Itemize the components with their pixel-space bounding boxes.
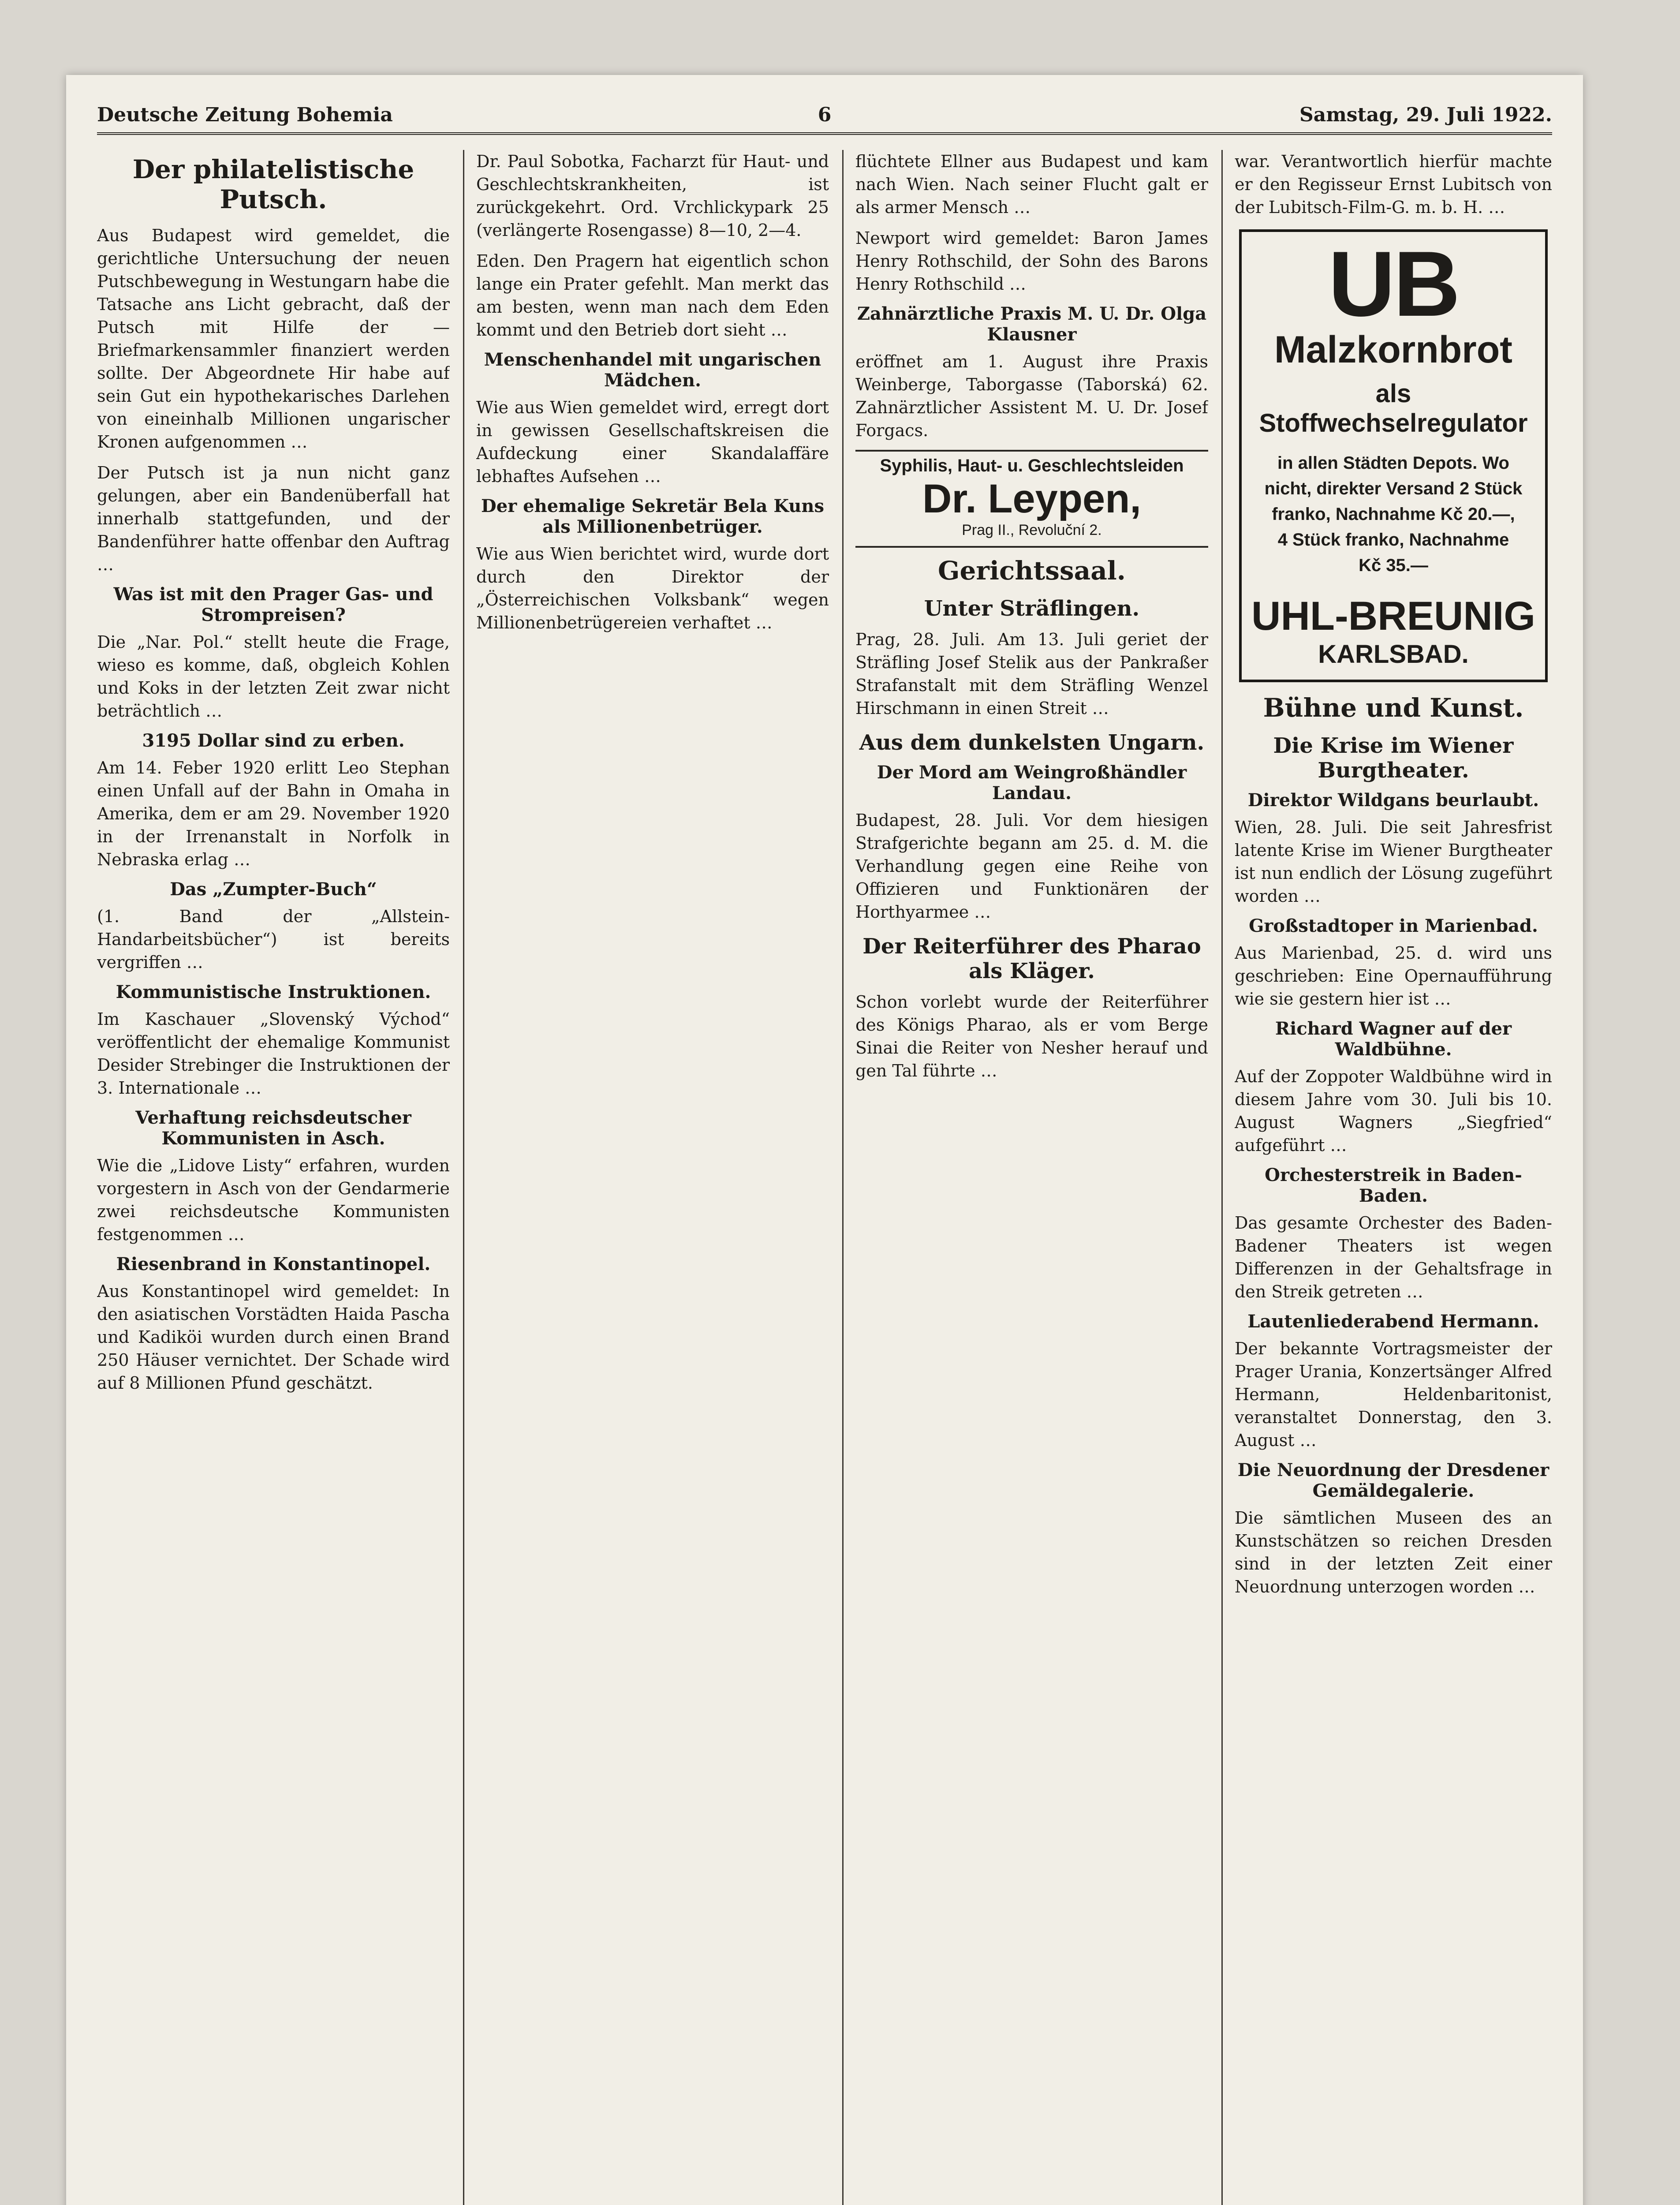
column-3	[855, 150, 1208, 2205]
article-text: Am 14. Feber 1920 erlitt Leo Stephan einen Unfall auf der Bahn in Omaha in Amerika, dem er am 29. November 1920 in der Irrenanstalt in Norfolk in Nebraska erlag …	[97, 758, 450, 869]
subheadline: Der ehemalige Sekretär Bela Kuns als Millionenbetrüger.	[481, 496, 824, 537]
article-text: Wie aus Wien berichtet wird, wurde dort durch den Direktor der „Österreichischen Volksbank“ wegen Millionenbetrügereien verhaftet …	[476, 544, 829, 632]
article-text: flüchtete Ellner aus Budapest und kam nach Wien. Nach seiner Flucht galt er als armer Mensch …	[855, 152, 1208, 217]
article-text: Das gesamte Orchester des Baden-Badener Theaters ist wegen Differenzen in der Gehaltsfrage in den Streik getreten …	[1235, 1213, 1552, 1301]
ad-firm: UHL-BREUNIG	[1251, 594, 1535, 639]
ad-topline: Syphilis, Haut- u. Geschlechtsleiden	[880, 456, 1184, 475]
subheadline: Das „Zumpter-Buch“	[170, 879, 377, 900]
article-headline: Der Reiterführer des Pharao als Kläger.	[862, 934, 1201, 983]
article-text: Im Kaschauer „Slovenský Východ“ veröffentlicht der ehemalige Kommunist Desider Strebinger die Instruktionen der 3. Internationale …	[97, 1009, 450, 1098]
column-divider	[463, 150, 464, 2205]
section-title-buehne: Bühne und Kunst.	[1263, 693, 1524, 723]
article-subheadline: Der Mord am Weingroßhändler Landau.	[877, 762, 1187, 804]
article-text: Prag, 28. Juli. Am 13. Juli geriet der Sträfling Josef Stelik aus der Pankraßer Strafanstalt mit dem Sträfling Wenzel Hirschmann in einen Streit …	[855, 630, 1208, 718]
notice-heading: Zahnärztliche Praxis M. U. Dr. Olga Klausner	[857, 303, 1207, 345]
subheadline: Lautenliederabend Hermann.	[1247, 1311, 1539, 1332]
column-divider	[842, 150, 844, 2205]
ad-subtitle: als Stoffwechselregulator	[1259, 379, 1528, 437]
article-text: Die „Nar. Pol.“ stellt heute die Frage, wieso es komme, daß, obgleich Kohlen und Koks in der letzten Zeit zwar nicht beträchtlich …	[97, 632, 450, 721]
page-header	[97, 93, 1552, 135]
subheadline: Verhaftung reichsdeutscher Kommunisten in Asch.	[135, 1107, 411, 1149]
paper-title: Deutsche Zeitung Bohemia	[97, 104, 393, 126]
article-subheadline: Direktor Wildgans beurlaubt.	[1247, 790, 1539, 811]
article-text: Aus Marienbad, 25. d. wird uns geschrieben: Eine Opernaufführung wie sie gestern hier ist …	[1235, 943, 1552, 1009]
ad-line: Kč 35.—	[1359, 556, 1428, 575]
advertisement-malzkornbrot	[1239, 229, 1548, 682]
article-text: Die sämtlichen Museen des an Kunstschätzen so reichen Dresden sind in der letzten Zeit einer Neuordnung unterzogen worden …	[1235, 1508, 1552, 1596]
article-headline: Aus dem dunkelsten Ungarn.	[859, 730, 1205, 755]
subheadline: Großstadtoper in Marienbad.	[1249, 916, 1538, 936]
ad-line: nicht, direkter Versand 2 Stück	[1264, 479, 1523, 498]
section-title-gerichtssaal: Gerichtssaal.	[938, 556, 1126, 586]
column-divider	[1221, 150, 1223, 2205]
ad-brand: Malzkornbrot	[1274, 329, 1512, 371]
article-text: war. Verantwortlich hierfür machte er den Regisseur Ernst Lubitsch von der Lubitsch-Film-G. m. b. H. …	[1235, 152, 1552, 217]
ad-city: KARLSBAD.	[1318, 640, 1469, 669]
subheadline: Menschenhandel mit ungarischen Mädchen.	[484, 349, 821, 391]
ad-name: Dr. Leypen,	[922, 476, 1141, 521]
article-text: Eden. Den Pragern hat eigentlich schon lange ein Prater gefehlt. Man merkt das am besten, wenn man nach dem Eden kommt und den Betrieb dort sieht …	[476, 251, 829, 340]
subheadline: Kommunistische Instruktionen.	[116, 982, 431, 1002]
newspaper-page	[66, 75, 1583, 2205]
ad-line: in allen Städten Depots. Wo	[1277, 453, 1509, 473]
article-text: Der Putsch ist ja nun nicht ganz gelungen, aber ein Bandenüberfall hat innerhalb stattgefunden, und der Bandenführer hatte offenbar den Auftrag …	[97, 463, 450, 574]
advertisement-leypen	[855, 450, 1208, 548]
subheadline: Was ist mit den Prager Gas- und Strompreisen?	[113, 584, 433, 625]
subheadline: Orchesterstreik in Baden-Baden.	[1265, 1165, 1522, 1206]
article-text: Newport wird gemeldet: Baron James Henry Rothschild, der Sohn des Barons Henry Rothschild …	[855, 228, 1208, 294]
issue-date: Samstag, 29. Juli 1922.	[1299, 104, 1552, 126]
article-text: (1. Band der „Allstein-Handarbeitsbücher“) ist bereits vergriffen …	[97, 907, 450, 972]
subheadline: Richard Wagner auf der Waldbühne.	[1275, 1018, 1512, 1060]
subheadline: Riesenbrand in Konstantinopel.	[116, 1254, 431, 1274]
article-text: Der bekannte Vortragsmeister der Prager Urania, Konzertsänger Alfred Hermann, Heldenbaritonist, veranstaltet Donnerstag, den 3. August …	[1235, 1339, 1552, 1450]
ad-line: 4 Stück franko, Nachnahme	[1277, 530, 1509, 549]
subheadline: Die Neuordnung der Dresdener Gemäldegalerie.	[1237, 1460, 1549, 1501]
article-text: Wien, 28. Juli. Die seit Jahresfrist latente Krise im Wiener Burgtheater ist nun endlich der Lösung zugeführt worden …	[1235, 818, 1552, 906]
article-text: Budapest, 28. Juli. Vor dem hiesigen Strafgerichte begann am 25. d. M. die Verhandlung gegen eine Reihe von Offizieren und Funktionären der Horthyarmee …	[855, 811, 1208, 922]
article-headline: Unter Sträflingen.	[924, 596, 1140, 621]
article-text: Auf der Zoppoter Waldbühne wird in diesem Jahre vom 30. Juli bis 10. August Wagners „Siegfried“ aufgeführt …	[1235, 1067, 1552, 1155]
notice-text: Dr. Paul Sobotka, Facharzt für Haut- und Geschlechtskrankheiten, ist zurückgekehrt. Ord. Vrchlickypark 25 (verlängerte Rosengasse) 8—10, 2—4.	[476, 152, 829, 240]
page-number: 6	[818, 104, 832, 126]
ad-address: Prag II., Revoluční 2.	[962, 522, 1102, 538]
ad-logo: UB	[1328, 232, 1459, 336]
column-1	[97, 150, 450, 2205]
subheadline: 3195 Dollar sind zu erben.	[142, 730, 405, 751]
article-text: Wie die „Lidove Listy“ erfahren, wurden vorgestern in Asch von der Gendarmerie zwei reichsdeutsche Kommunisten festgenommen …	[97, 1156, 450, 1244]
column-2	[476, 150, 829, 2205]
article-headline: Die Krise im Wiener Burgtheater.	[1273, 733, 1514, 783]
article-text: Aus Konstantinopel wird gemeldet: In den asiatischen Vorstädten Haida Pascha und Kadiköi wurden durch einen Brand 250 Häuser vernichtet. Der Schade wird auf 8 Millionen Pfund geschätzt.	[97, 1282, 450, 1393]
article-text: Schon vorlebt wurde der Reiterführer des Königs Pharao, als er vom Berge Sinai die Reiter von Nesher herauf und gen Tal führte …	[855, 992, 1208, 1080]
article-text: Wie aus Wien gemeldet wird, erregt dort in gewissen Gesellschaftskreisen die Aufdeckung einer Skandalaffäre lebhaftes Aufsehen …	[476, 398, 829, 486]
ad-line: franko, Nachnahme Kč 20.—,	[1272, 505, 1515, 524]
column-4	[1235, 150, 1552, 2205]
headline-putsch: Der philatelistische Putsch.	[132, 154, 414, 214]
article-text: Aus Budapest wird gemeldet, die gerichtliche Untersuchung der neuen Putschbewegung in Westungarn habe die Tatsache ans Licht gebracht, daß der Putsch mit Hilfe der — Briefmarkensammler finanziert werden sollte. Der Abgeordnete Hir habe auf sein Gut ein hypothekarisches Darlehen von eineinhalb Millionen ungarischer Kronen aufgenommen …	[97, 226, 450, 452]
notice-text: eröffnet am 1. August ihre Praxis Weinberge, Taborgasse (Taborská) 62. Zahnärztlicher Assistent M. U. Dr. Josef Forgacs.	[855, 352, 1208, 440]
